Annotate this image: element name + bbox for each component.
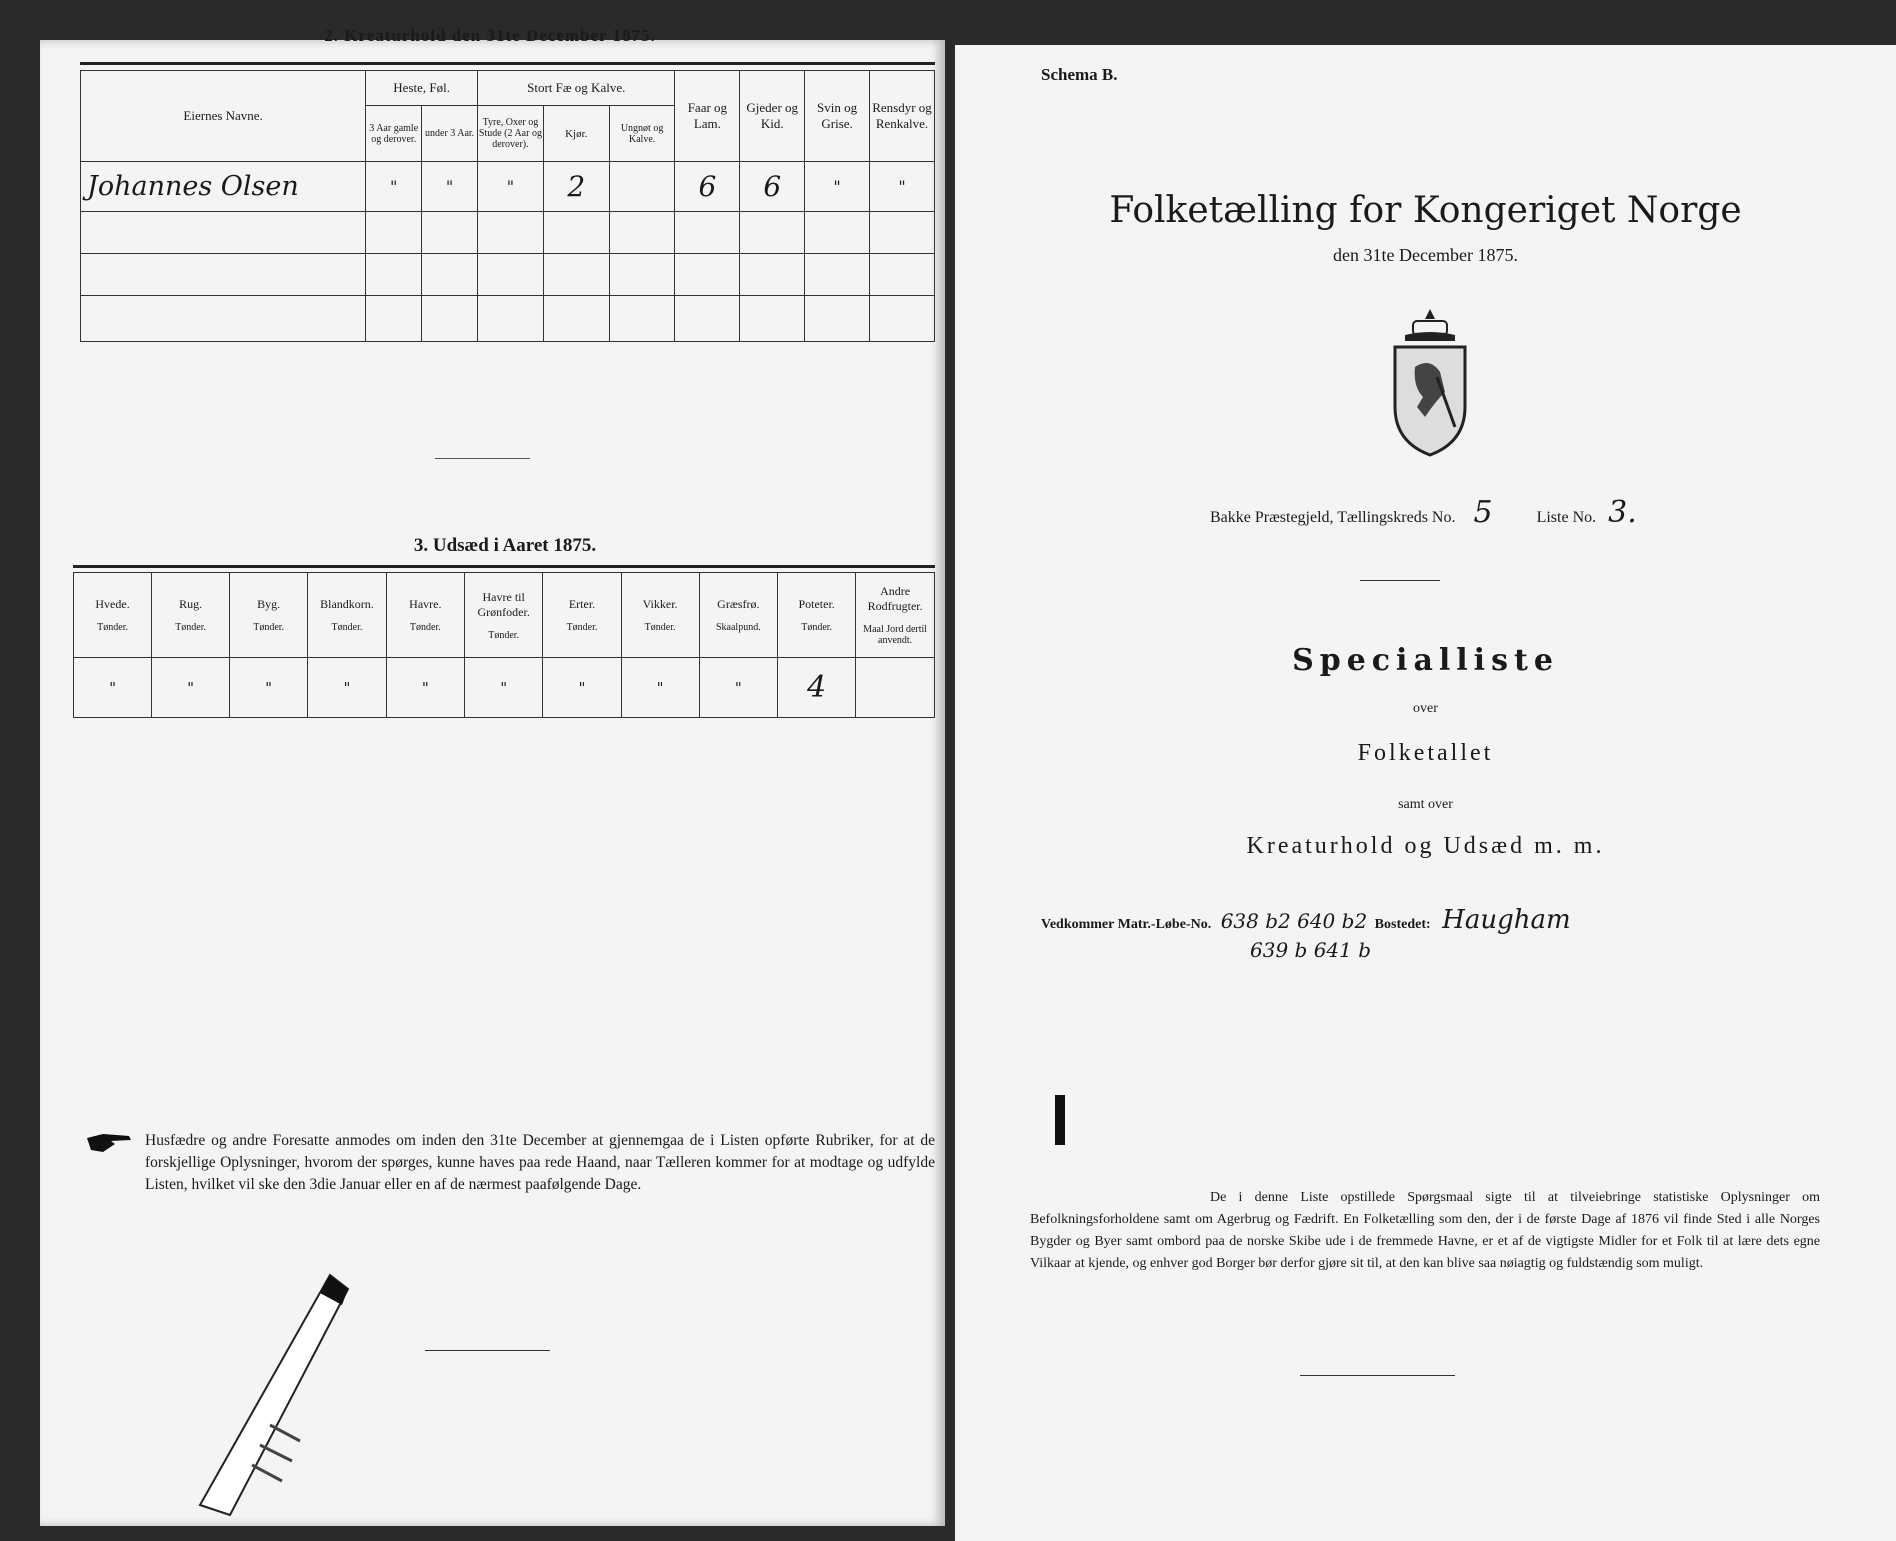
seed-header-unit: Tønder.	[253, 622, 285, 633]
cattle-b-header: Kjør.	[543, 106, 609, 162]
seed-value-cell: "	[152, 658, 230, 718]
liste-number: 3.	[1608, 495, 1637, 530]
pigs-cell: "	[805, 162, 870, 212]
divider-rule	[435, 458, 530, 459]
bostedet-value: Haugham	[1442, 905, 1571, 935]
seed-value-cell: "	[308, 658, 387, 718]
folketallet-label: Folketallet	[1357, 740, 1494, 766]
ink-mark	[1055, 1095, 1065, 1145]
cattle-c-header: Ungnøt og Kalve.	[609, 106, 675, 162]
seed-header-name: Byg.	[257, 597, 281, 611]
liste-label: Liste No.	[1536, 509, 1597, 526]
seed-header-name: Græsfrø.	[717, 597, 760, 611]
seed-header-unit: Tønder.	[97, 622, 128, 633]
seed-header-cell	[543, 573, 621, 658]
seed-header-unit: Tønder.	[644, 622, 676, 633]
seed-table	[73, 572, 935, 718]
cattle-c-cell	[609, 162, 675, 212]
seed-header-unit: Tønder.	[801, 622, 833, 633]
table-top-rule	[80, 62, 935, 65]
seed-value-cell: "	[386, 658, 464, 718]
seed-value-cell: "	[230, 658, 308, 718]
coat-of-arms-icon	[1375, 307, 1485, 457]
seed-header-cell	[856, 573, 935, 658]
seed-header-row	[74, 573, 935, 658]
seed-header-name: Andre Rodfrugter.	[867, 584, 923, 613]
sheep-header: Faar og Lam.	[675, 71, 740, 162]
reindeer-header: Rensdyr og Renkalve.	[870, 71, 935, 162]
cattle-a-header: Tyre, Oxer og Stude (2 Aar og derover).	[478, 106, 544, 162]
seed-header-cell	[699, 573, 777, 658]
seed-header-name: Poteter.	[798, 597, 835, 611]
kreaturhold-label: Kreaturhold og Udsæd m. m.	[1246, 833, 1605, 859]
kreds-number: 5	[1473, 495, 1493, 530]
title-date: den 31te December 1875.	[1333, 245, 1518, 265]
seed-header-cell	[386, 573, 464, 658]
seed-header-cell	[778, 573, 856, 658]
bottom-rule	[425, 1350, 550, 1351]
seed-header-name: Blandkorn.	[320, 597, 374, 611]
footer-text: De i denne Liste opstillede Spørgsmaal sigte til at tilveiebringe statistiske Oplysninger om Befolkningsforholdene samt om Agerbrug og Fædrift. En Folketælling som den, der i de første Dage af 1876 vil finde Sted i alle Norges Bygder og Byer samt ombord paa de norske Skibe ude i de fremmede Havne, er et af de vigtigste Midler for et Folk til at lære dets egne Vilkaar at kjende, og enhver god Borger bør derfor gjøre sit til, at den kan blive saa nøiagtig og fuldstændig som muligt.	[1030, 1190, 1820, 1271]
schema-label: Schema B.	[1041, 65, 1118, 84]
title-rule	[1360, 580, 1440, 581]
owner-cell: Johannes Olsen	[81, 162, 366, 212]
goats-cell: 6	[740, 162, 805, 212]
seed-header-cell	[230, 573, 308, 658]
horses-a-header: 3 Aar gamle og derover.	[366, 106, 422, 162]
matr-label: Vedkommer Matr.-Løbe-No.	[1041, 917, 1212, 932]
pen-graphic	[160, 1265, 400, 1525]
horses-b-header: under 3 Aar.	[422, 106, 478, 162]
horses-b-cell: "	[422, 162, 478, 212]
seed-value-cell: "	[699, 658, 777, 718]
sheep-cell: 6	[675, 162, 740, 212]
seed-value-cell: "	[621, 658, 699, 718]
matr-line	[1041, 905, 1861, 935]
seed-header-cell	[621, 573, 699, 658]
seed-header-unit: Tønder.	[488, 629, 520, 641]
owner-header: Eiernes Navne.	[81, 71, 366, 162]
seed-header-name: Havre.	[409, 597, 442, 611]
seed-header-unit: Tønder.	[331, 622, 363, 633]
seed-value-cell: "	[74, 658, 152, 718]
seed-value-cell	[856, 658, 935, 718]
seed-value-cell: "	[543, 658, 621, 718]
seed-header-name: Hvede.	[95, 597, 130, 611]
district-line	[1210, 495, 1770, 530]
seed-header-name: Vikker.	[642, 597, 678, 611]
matr-values-1: 638 b2 640 b2	[1220, 909, 1368, 933]
cattle-header: Stort Fæ og Kalve.	[478, 71, 675, 106]
right-page	[955, 45, 1896, 1541]
seed-header-unit: Maal Jord dertil anvendt.	[863, 624, 928, 646]
horses-header: Heste, Føl.	[366, 71, 478, 106]
seed-header-cell	[308, 573, 387, 658]
seed-value-row	[74, 658, 935, 718]
footer-rule	[1300, 1375, 1455, 1376]
seed-header-unit: Tønder.	[566, 622, 598, 633]
seed-header-cell	[152, 573, 230, 658]
kreds-label: Tællingskreds No.	[1337, 509, 1456, 526]
matr-values-2: 639 b 641 b	[1250, 938, 1372, 962]
seed-value-cell: "	[464, 658, 543, 718]
goats-header: Gjeder og Kid.	[740, 71, 805, 162]
seed-header-cell	[74, 573, 152, 658]
seed-header-cell	[464, 573, 543, 658]
main-title: Folketælling for Kongeriget Norge	[1109, 190, 1742, 231]
pigs-header: Svin og Grise.	[805, 71, 870, 162]
seed-header-unit: Tønder.	[175, 622, 207, 633]
seed-header-name: Rug.	[179, 597, 203, 611]
livestock-table	[80, 70, 935, 342]
section2-title: 2. Kreaturhold den 31te December 1875.	[324, 26, 656, 45]
seed-header-unit: Tønder.	[409, 622, 441, 633]
seed-value-cell: 4	[778, 658, 856, 718]
over-label: over	[1413, 701, 1438, 716]
seed-header-unit: Skaalpund.	[715, 622, 761, 633]
specialliste-heading: Specialliste	[1292, 643, 1559, 678]
cattle-a-cell: "	[478, 162, 544, 212]
cattle-b-cell: 2	[543, 162, 609, 212]
pointing-hand-icon	[85, 1130, 125, 1160]
left-page	[40, 26, 945, 1526]
seed-header-name: Erter.	[568, 597, 596, 611]
bostedet-label: Bostedet:	[1374, 917, 1431, 932]
notice-text: Husfædre og andre Foresatte anmodes om inden den 31te December at gjennemgaa de i Listen opførte Rubriker, for at de forskjellige Oplysninger, hvorom der spørges, kunne haves paa rede Haand, naar Tælleren kommer for at modtage og udfylde Listen, hvilket vil ske den 3die Januar eller en af de nærmest paafølgende Dage.	[145, 1132, 935, 1193]
parish-label: Bakke Præstegjeld,	[1210, 509, 1334, 526]
section3-title: 3. Udsæd i Aaret 1875.	[413, 535, 597, 556]
reindeer-cell: "	[870, 162, 935, 212]
samt-over-label: samt over	[1398, 797, 1453, 812]
seed-header-name: Havre til Grønfoder.	[477, 589, 530, 619]
horses-a-cell: "	[366, 162, 422, 212]
seed-top-rule	[73, 565, 935, 568]
